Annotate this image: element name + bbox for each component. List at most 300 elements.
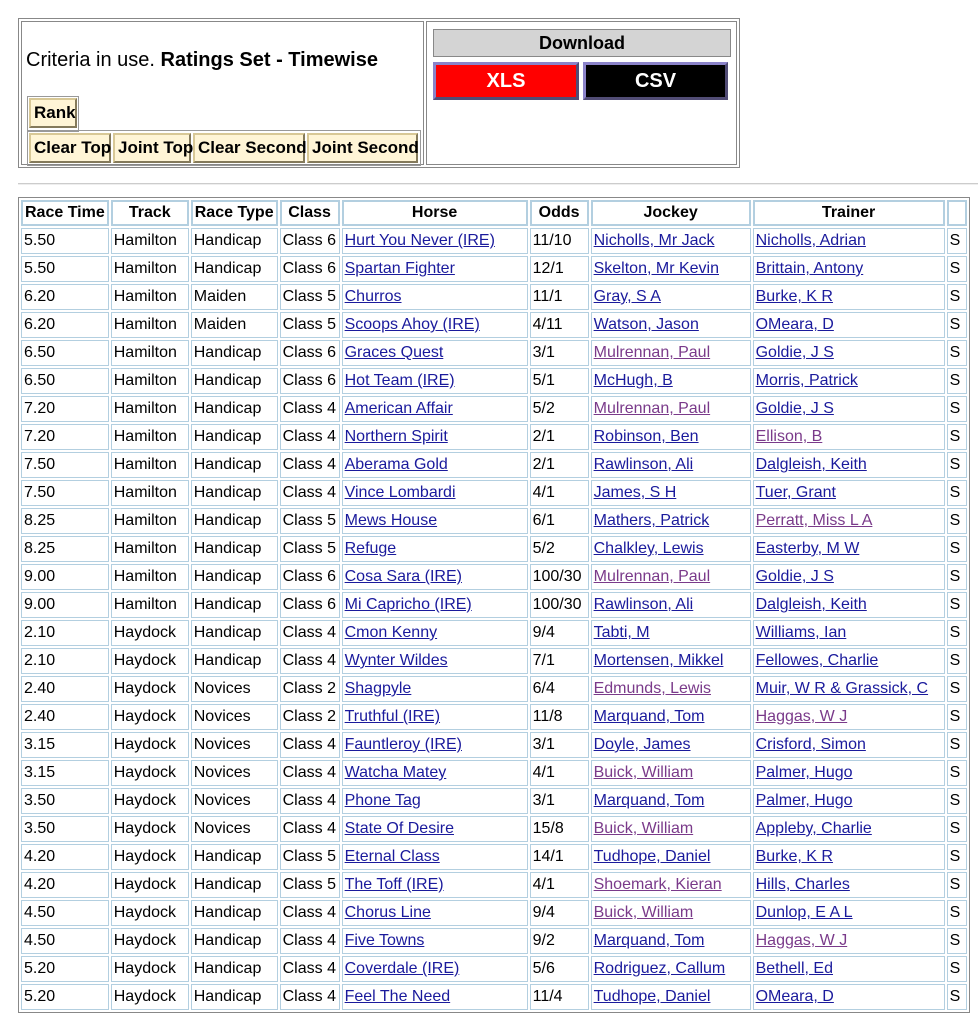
track-cell: Haydock [111,732,189,758]
horse-cell [342,536,528,562]
trainer-cell [753,312,945,338]
odds-cell: 9/2 [530,928,589,954]
odds-cell: 2/1 [530,452,589,478]
horse-link[interactable]: Feel The Need [344,988,451,1005]
jockey-link[interactable]: Rodriguez, Callum [593,960,726,977]
race-type-cell: Maiden [191,312,278,338]
trainer-link[interactable]: Dalgleish, Keith [755,596,867,613]
class-cell: Class 4 [280,900,340,926]
horse-link[interactable]: Coverdale (IRE) [344,960,460,977]
extra-cell: S [947,928,967,954]
table-row [21,228,967,254]
jockey-link[interactable]: Doyle, James [593,736,691,753]
jockey-cell [591,256,751,282]
horse-cell [342,872,528,898]
odds-cell: 11/10 [530,228,589,254]
xls-download-button[interactable]: XLS [433,62,579,100]
jockey-link[interactable]: Watson, Jason [593,316,699,333]
track-cell: Hamilton [111,228,189,254]
race-time-cell: 7.50 [21,452,109,478]
jockey-link[interactable]: Mulrennan, Paul [593,344,711,361]
column-header-extra [947,200,967,226]
race-time-cell: 3.15 [21,732,109,758]
class-cell: Class 5 [280,844,340,870]
extra-cell: S [947,424,967,450]
csv-download-button[interactable]: CSV [583,62,728,100]
trainer-link[interactable]: OMeara, D [755,988,834,1005]
odds-cell: 11/1 [530,284,589,310]
track-cell: Haydock [111,620,189,646]
horse-link[interactable]: Watcha Matey [344,764,447,781]
clear-top-button[interactable]: Clear Top [29,133,111,163]
trainer-cell [753,284,945,310]
extra-cell: S [947,452,967,478]
class-cell: Class 4 [280,452,340,478]
race-type-cell: Handicap [191,424,278,450]
trainer-cell [753,396,945,422]
trainer-cell [753,340,945,366]
extra-cell: S [947,732,967,758]
table-row [21,312,967,338]
track-cell: Hamilton [111,508,189,534]
track-cell: Haydock [111,956,189,982]
column-header-race-time: Race Time [21,200,109,226]
race-type-cell: Handicap [191,508,278,534]
horse-link[interactable]: Fauntleroy (IRE) [344,736,462,753]
table-row [21,480,967,506]
class-cell: Class 5 [280,312,340,338]
criteria-text [26,49,378,72]
race-time-cell: 4.50 [21,900,109,926]
jockey-link[interactable]: James, S H [593,484,677,501]
horse-cell [342,760,528,786]
extra-cell: S [947,620,967,646]
jockey-link[interactable]: Mulrennan, Paul [593,568,711,585]
trainer-link[interactable]: Palmer, Hugo [755,792,853,809]
race-type-cell: Handicap [191,900,278,926]
trainer-cell [753,564,945,590]
jockey-link[interactable]: Edmunds, Lewis [593,680,711,697]
race-time-cell: 4.50 [21,928,109,954]
race-time-cell: 6.50 [21,368,109,394]
class-cell: Class 6 [280,564,340,590]
odds-cell: 5/2 [530,396,589,422]
trainer-cell [753,928,945,954]
criteria-box [21,21,424,165]
race-time-cell: 2.10 [21,620,109,646]
position-filter-buttons [27,130,421,166]
horse-cell [342,396,528,422]
extra-cell: S [947,564,967,590]
horse-link[interactable]: Scoops Ahoy (IRE) [344,316,480,333]
trainer-link[interactable]: Morris, Patrick [755,372,858,389]
track-cell: Haydock [111,872,189,898]
trainer-cell [753,256,945,282]
race-time-cell: 5.20 [21,984,109,1010]
jockey-link[interactable]: Tudhope, Daniel [593,988,711,1005]
jockey-cell [591,284,751,310]
column-header-race-type: Race Type [191,200,278,226]
trainer-link[interactable]: Crisford, Simon [755,736,866,753]
trainer-link[interactable]: Haggas, W J [755,932,848,949]
table-row [21,704,967,730]
race-time-cell: 9.00 [21,592,109,618]
trainer-link[interactable]: Williams, Ian [755,624,847,641]
track-cell: Hamilton [111,564,189,590]
trainer-link[interactable]: Dunlop, E A L [755,904,853,921]
race-time-cell: 5.20 [21,956,109,982]
jockey-link[interactable]: Buick, William [593,764,694,781]
jockey-link[interactable]: Marquand, Tom [593,792,705,809]
trainer-cell [753,228,945,254]
download-title: Download [433,29,731,57]
horse-cell [342,788,528,814]
class-cell: Class 4 [280,788,340,814]
jockey-link[interactable]: Mathers, Patrick [593,512,710,529]
race-time-cell: 3.50 [21,788,109,814]
horse-link[interactable]: Cmon Kenny [344,624,438,641]
race-time-cell: 4.20 [21,872,109,898]
track-cell: Haydock [111,760,189,786]
race-time-cell: 5.50 [21,256,109,282]
race-type-cell: Handicap [191,620,278,646]
odds-cell: 15/8 [530,816,589,842]
jockey-link[interactable]: Tudhope, Daniel [593,848,711,865]
class-cell: Class 5 [280,284,340,310]
horse-link[interactable]: Cosa Sara (IRE) [344,568,462,585]
class-cell: Class 4 [280,620,340,646]
race-time-cell: 2.10 [21,648,109,674]
jockey-cell [591,592,751,618]
jockey-cell [591,788,751,814]
race-type-cell: Novices [191,760,278,786]
table-row [21,676,967,702]
horse-link[interactable]: State Of Desire [344,820,454,837]
horse-link[interactable]: American Affair [344,400,453,417]
race-time-cell: 8.25 [21,508,109,534]
track-cell: Haydock [111,816,189,842]
track-cell: Haydock [111,900,189,926]
track-cell: Hamilton [111,312,189,338]
class-cell: Class 4 [280,816,340,842]
class-cell: Class 5 [280,508,340,534]
extra-cell: S [947,760,967,786]
track-cell: Hamilton [111,424,189,450]
rank-button[interactable]: Rank [29,98,77,128]
track-cell: Haydock [111,648,189,674]
joint-top-button[interactable]: Joint Top [113,133,191,163]
trainer-link[interactable]: Easterby, M W [755,540,860,557]
table-row [21,508,967,534]
jockey-cell [591,732,751,758]
trainer-cell [753,704,945,730]
race-type-cell: Handicap [191,340,278,366]
jockey-cell [591,956,751,982]
track-cell: Hamilton [111,452,189,478]
jockey-link[interactable]: Gray, S A [593,288,661,305]
extra-cell: S [947,368,967,394]
horse-link[interactable]: Shagpyle [344,680,412,697]
odds-cell: 11/4 [530,984,589,1010]
class-cell: Class 6 [280,228,340,254]
column-header-track: Track [111,200,189,226]
jockey-link[interactable]: Tabti, M [593,624,650,641]
horse-link[interactable]: Hurt You Never (IRE) [344,232,495,249]
class-cell: Class 6 [280,368,340,394]
table-row [21,620,967,646]
jockey-link[interactable]: McHugh, B [593,372,673,389]
jockey-cell [591,312,751,338]
horse-link[interactable]: Chorus Line [344,904,431,921]
race-time-cell: 2.40 [21,704,109,730]
race-type-cell: Novices [191,732,278,758]
extra-cell: S [947,900,967,926]
jockey-cell [591,396,751,422]
race-time-cell: 6.50 [21,340,109,366]
trainer-cell [753,620,945,646]
trainer-cell [753,676,945,702]
trainer-link[interactable]: Ellison, B [755,428,823,445]
odds-cell: 9/4 [530,900,589,926]
divider [18,183,978,185]
horse-cell [342,564,528,590]
track-cell: Hamilton [111,396,189,422]
trainer-link[interactable]: Palmer, Hugo [755,764,853,781]
jockey-cell [591,620,751,646]
table-row [21,956,967,982]
trainer-cell [753,536,945,562]
jockey-link[interactable]: Skelton, Mr Kevin [593,260,719,277]
jockey-cell [591,900,751,926]
horse-link[interactable]: Eternal Class [344,848,440,865]
table-row [21,536,967,562]
horse-link[interactable]: The Toff (IRE) [344,876,444,893]
trainer-link[interactable]: Appleby, Charlie [755,820,872,837]
horse-cell [342,900,528,926]
extra-cell: S [947,256,967,282]
horse-cell [342,704,528,730]
horse-link[interactable]: Hot Team (IRE) [344,372,455,389]
class-cell: Class 4 [280,480,340,506]
table-row [21,452,967,478]
jockey-cell [591,508,751,534]
odds-cell: 3/1 [530,340,589,366]
horse-link[interactable]: Aberama Gold [344,456,448,473]
jockey-cell [591,760,751,786]
race-type-cell: Handicap [191,564,278,590]
horse-link[interactable]: Phone Tag [344,792,421,809]
table-row [21,424,967,450]
race-type-cell: Novices [191,816,278,842]
jockey-link[interactable]: Shoemark, Kieran [593,876,722,893]
clear-second-button[interactable]: Clear Second [193,133,305,163]
race-time-cell: 3.50 [21,816,109,842]
class-cell: Class 4 [280,648,340,674]
class-cell: Class 6 [280,340,340,366]
jockey-cell [591,480,751,506]
horse-link[interactable]: Churros [344,288,402,305]
trainer-cell [753,984,945,1010]
extra-cell: S [947,508,967,534]
horse-cell [342,620,528,646]
class-cell: Class 5 [280,536,340,562]
jockey-link[interactable]: Rawlinson, Ali [593,456,694,473]
column-header-odds: Odds [530,200,589,226]
jockey-cell [591,676,751,702]
horse-cell [342,340,528,366]
trainer-link[interactable]: Goldie, J S [755,344,834,361]
trainer-cell [753,368,945,394]
jockey-link[interactable]: Marquand, Tom [593,708,705,725]
criteria-panel [18,18,740,168]
horse-cell [342,648,528,674]
class-cell: Class 4 [280,732,340,758]
jockey-link[interactable]: Buick, William [593,820,694,837]
trainer-link[interactable]: Tuer, Grant [755,484,836,501]
jockey-cell [591,340,751,366]
trainer-link[interactable]: Goldie, J S [755,400,834,417]
table-row [21,340,967,366]
trainer-cell [753,760,945,786]
column-header-jockey: Jockey [591,200,751,226]
race-time-cell: 8.25 [21,536,109,562]
trainer-link[interactable]: Goldie, J S [755,568,834,585]
horse-cell [342,480,528,506]
table-row [21,564,967,590]
track-cell: Haydock [111,984,189,1010]
trainer-cell [753,508,945,534]
trainer-cell [753,872,945,898]
class-cell: Class 4 [280,928,340,954]
odds-cell: 7/1 [530,648,589,674]
race-type-cell: Novices [191,676,278,702]
horse-link[interactable]: Vince Lombardi [344,484,456,501]
odds-cell: 6/1 [530,508,589,534]
jockey-cell [591,704,751,730]
track-cell: Hamilton [111,284,189,310]
trainer-cell [753,816,945,842]
odds-cell: 11/8 [530,704,589,730]
horse-link[interactable]: Five Towns [344,932,425,949]
column-header-class: Class [280,200,340,226]
jockey-cell [591,928,751,954]
horse-cell [342,592,528,618]
extra-cell: S [947,648,967,674]
trainer-link[interactable]: Nicholls, Adrian [755,232,866,249]
track-cell: Hamilton [111,256,189,282]
jockey-cell [591,228,751,254]
track-cell: Hamilton [111,536,189,562]
table-header-row [21,200,967,226]
race-time-cell: 3.15 [21,760,109,786]
race-type-cell: Handicap [191,228,278,254]
extra-cell: S [947,676,967,702]
joint-second-button[interactable]: Joint Second [307,133,418,163]
results-table-container[interactable] [18,197,978,1024]
horse-link[interactable]: Mews House [344,512,438,529]
trainer-link[interactable]: Burke, K R [755,288,833,305]
odds-cell: 12/1 [530,256,589,282]
extra-cell: S [947,312,967,338]
odds-cell: 4/1 [530,480,589,506]
class-cell: Class 4 [280,424,340,450]
race-type-cell: Handicap [191,956,278,982]
horse-cell [342,256,528,282]
jockey-link[interactable]: Mortensen, Mikkel [593,652,724,669]
table-row [21,816,967,842]
horse-link[interactable]: Spartan Fighter [344,260,455,277]
jockey-link[interactable]: Nicholls, Mr Jack [593,232,715,249]
race-type-cell: Handicap [191,592,278,618]
trainer-link[interactable]: OMeara, D [755,316,834,333]
race-type-cell: Handicap [191,452,278,478]
jockey-link[interactable]: Chalkley, Lewis [593,540,704,557]
jockey-cell [591,536,751,562]
trainer-link[interactable]: Fellowes, Charlie [755,652,879,669]
race-type-cell: Handicap [191,648,278,674]
class-cell: Class 4 [280,956,340,982]
track-cell: Haydock [111,788,189,814]
class-cell: Class 5 [280,872,340,898]
jockey-link[interactable]: Marquand, Tom [593,932,705,949]
odds-cell: 4/1 [530,872,589,898]
jockey-link[interactable]: Robinson, Ben [593,428,699,445]
trainer-cell [753,732,945,758]
trainer-link[interactable]: Perratt, Miss L A [755,512,873,529]
track-cell: Haydock [111,844,189,870]
trainer-link[interactable]: Muir, W R & Grassick, C [755,680,929,697]
horse-link[interactable]: Truthful (IRE) [344,708,441,725]
trainer-link[interactable]: Hills, Charles [755,876,850,893]
race-time-cell: 4.20 [21,844,109,870]
jockey-cell [591,452,751,478]
trainer-link[interactable]: Bethell, Ed [755,960,833,977]
trainer-cell [753,648,945,674]
trainer-cell [753,480,945,506]
odds-cell: 3/1 [530,788,589,814]
horse-cell [342,816,528,842]
race-type-cell: Handicap [191,844,278,870]
table-row [21,788,967,814]
trainer-link[interactable]: Burke, K R [755,848,833,865]
trainer-link[interactable]: Dalgleish, Keith [755,456,867,473]
horse-link[interactable]: Refuge [344,540,397,557]
table-row [21,368,967,394]
odds-cell: 5/1 [530,368,589,394]
horse-link[interactable]: Graces Quest [344,344,444,361]
horse-cell [342,424,528,450]
trainer-link[interactable]: Brittain, Antony [755,260,864,277]
jockey-link[interactable]: Rawlinson, Ali [593,596,694,613]
jockey-cell [591,816,751,842]
horse-link[interactable]: Northern Spirit [344,428,448,445]
table-row [21,928,967,954]
extra-cell: S [947,480,967,506]
horse-cell [342,508,528,534]
horse-link[interactable]: Wynter Wildes [344,652,448,669]
horse-cell [342,676,528,702]
trainer-link[interactable]: Haggas, W J [755,708,848,725]
jockey-link[interactable]: Mulrennan, Paul [593,400,711,417]
horse-link[interactable]: Mi Capricho (IRE) [344,596,472,613]
horse-cell [342,984,528,1010]
track-cell: Hamilton [111,480,189,506]
odds-cell: 2/1 [530,424,589,450]
race-time-cell: 6.20 [21,284,109,310]
column-header-horse: Horse [342,200,528,226]
jockey-cell [591,984,751,1010]
jockey-link[interactable]: Buick, William [593,904,694,921]
